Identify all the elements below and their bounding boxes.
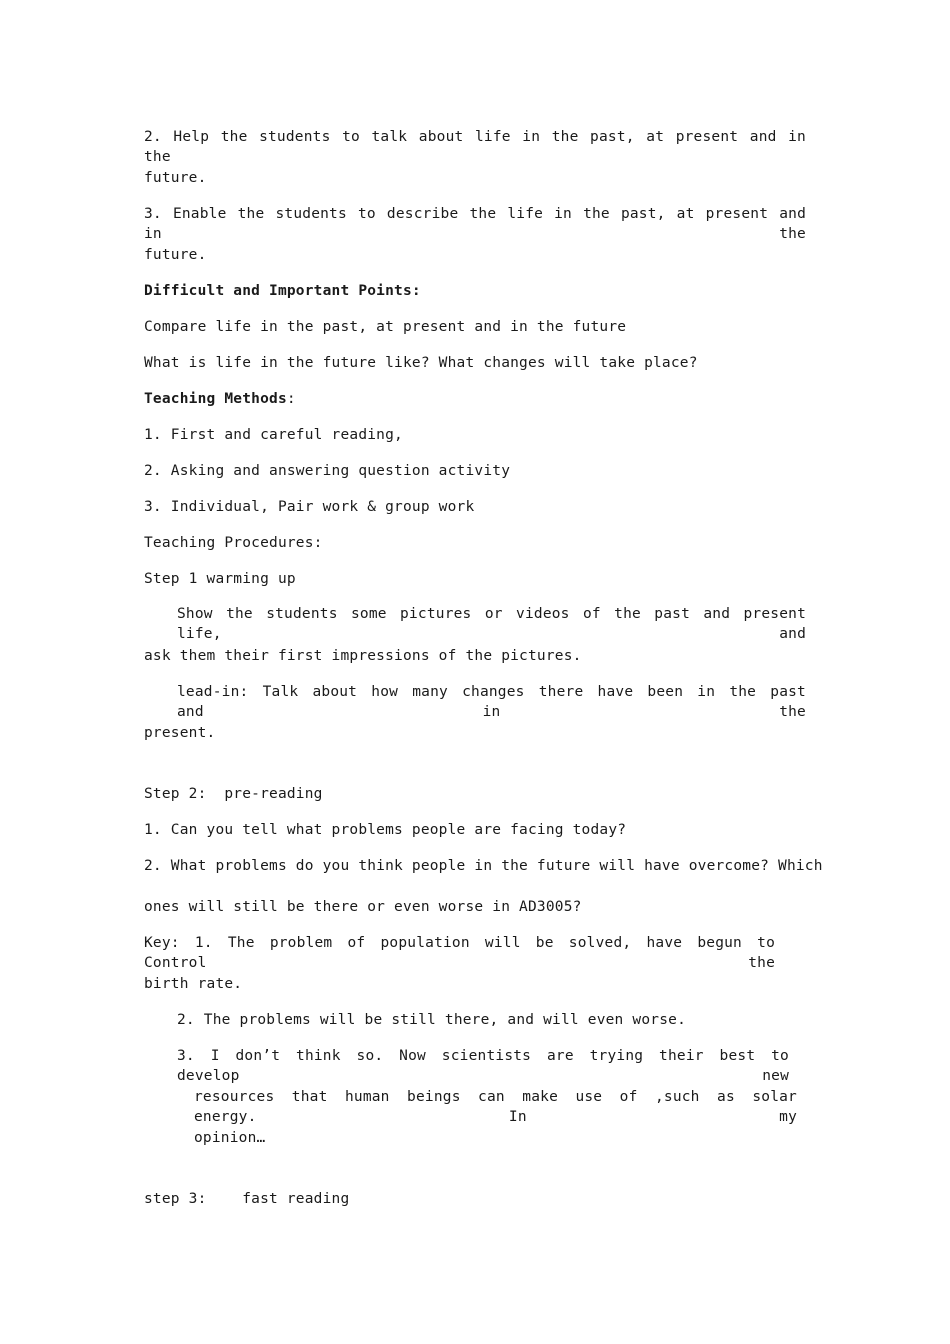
difficult-points-heading: Difficult and Important Points:: [144, 283, 421, 299]
step-1-paragraph-1-line-2: ask them their first impressions of the pictures.: [144, 648, 582, 664]
pre-reading-question-1: 1. Can you tell what problems people are facing today?: [144, 822, 627, 838]
key-answer-2: 2. The problems will be still there, and will even worse.: [177, 1012, 686, 1028]
lead-in-line-1: lead-in: Talk about how many changes there have been in the past and in the: [177, 684, 806, 720]
key-answer-3-line-1: 3. I don’t think so. Now scientists are trying their best to develop new: [177, 1048, 789, 1084]
teaching-methods-heading: [144, 389, 296, 409]
key-answer-1-line-1: Key: 1. The problem of population will be solved, have begun to Control the: [144, 935, 775, 971]
difficult-point-1: Compare life in the past, at present and in the future: [144, 319, 627, 335]
step-2-heading: Step 2: pre-reading: [144, 786, 323, 802]
objective-3-line-2: future.: [144, 247, 207, 263]
pre-reading-question-2-line-1: 2. What problems do you think people in the future will have overcome? Which: [144, 858, 823, 874]
teaching-methods-colon: :: [286, 391, 296, 407]
method-1: 1. First and careful reading,: [144, 427, 403, 443]
key-answer-1-line-2: birth rate.: [144, 976, 243, 992]
objective-2-line-1: 2. Help the students to talk about life in the past, at present and in the: [144, 129, 806, 165]
method-2: 2. Asking and answering question activity: [144, 463, 511, 479]
key-answer-3-line-3: opinion…: [194, 1130, 266, 1146]
objective-2-line-2: future.: [144, 170, 207, 186]
key-answer-3-line-2: resources that human beings can make use of ,such as solar energy. In my: [194, 1089, 797, 1125]
step-3-heading: step 3: fast reading: [144, 1191, 350, 1207]
teaching-procedures-heading: Teaching Procedures:: [144, 535, 323, 551]
step-1-heading: Step 1 warming up: [144, 571, 296, 587]
teaching-methods-label: Teaching Methods: [144, 391, 287, 407]
lead-in-line-2: present.: [144, 725, 216, 741]
step-1-paragraph-1-line-1: Show the students some pictures or videos of the past and present life, and: [177, 606, 806, 642]
method-3: 3. Individual, Pair work & group work: [144, 499, 475, 515]
objective-3-line-1: 3. Enable the students to describe the life in the past, at present and in the: [144, 206, 806, 242]
difficult-point-2: What is life in the future like? What changes will take place?: [144, 355, 698, 371]
pre-reading-question-2-line-2: ones will still be there or even worse in AD3005?: [144, 899, 582, 915]
